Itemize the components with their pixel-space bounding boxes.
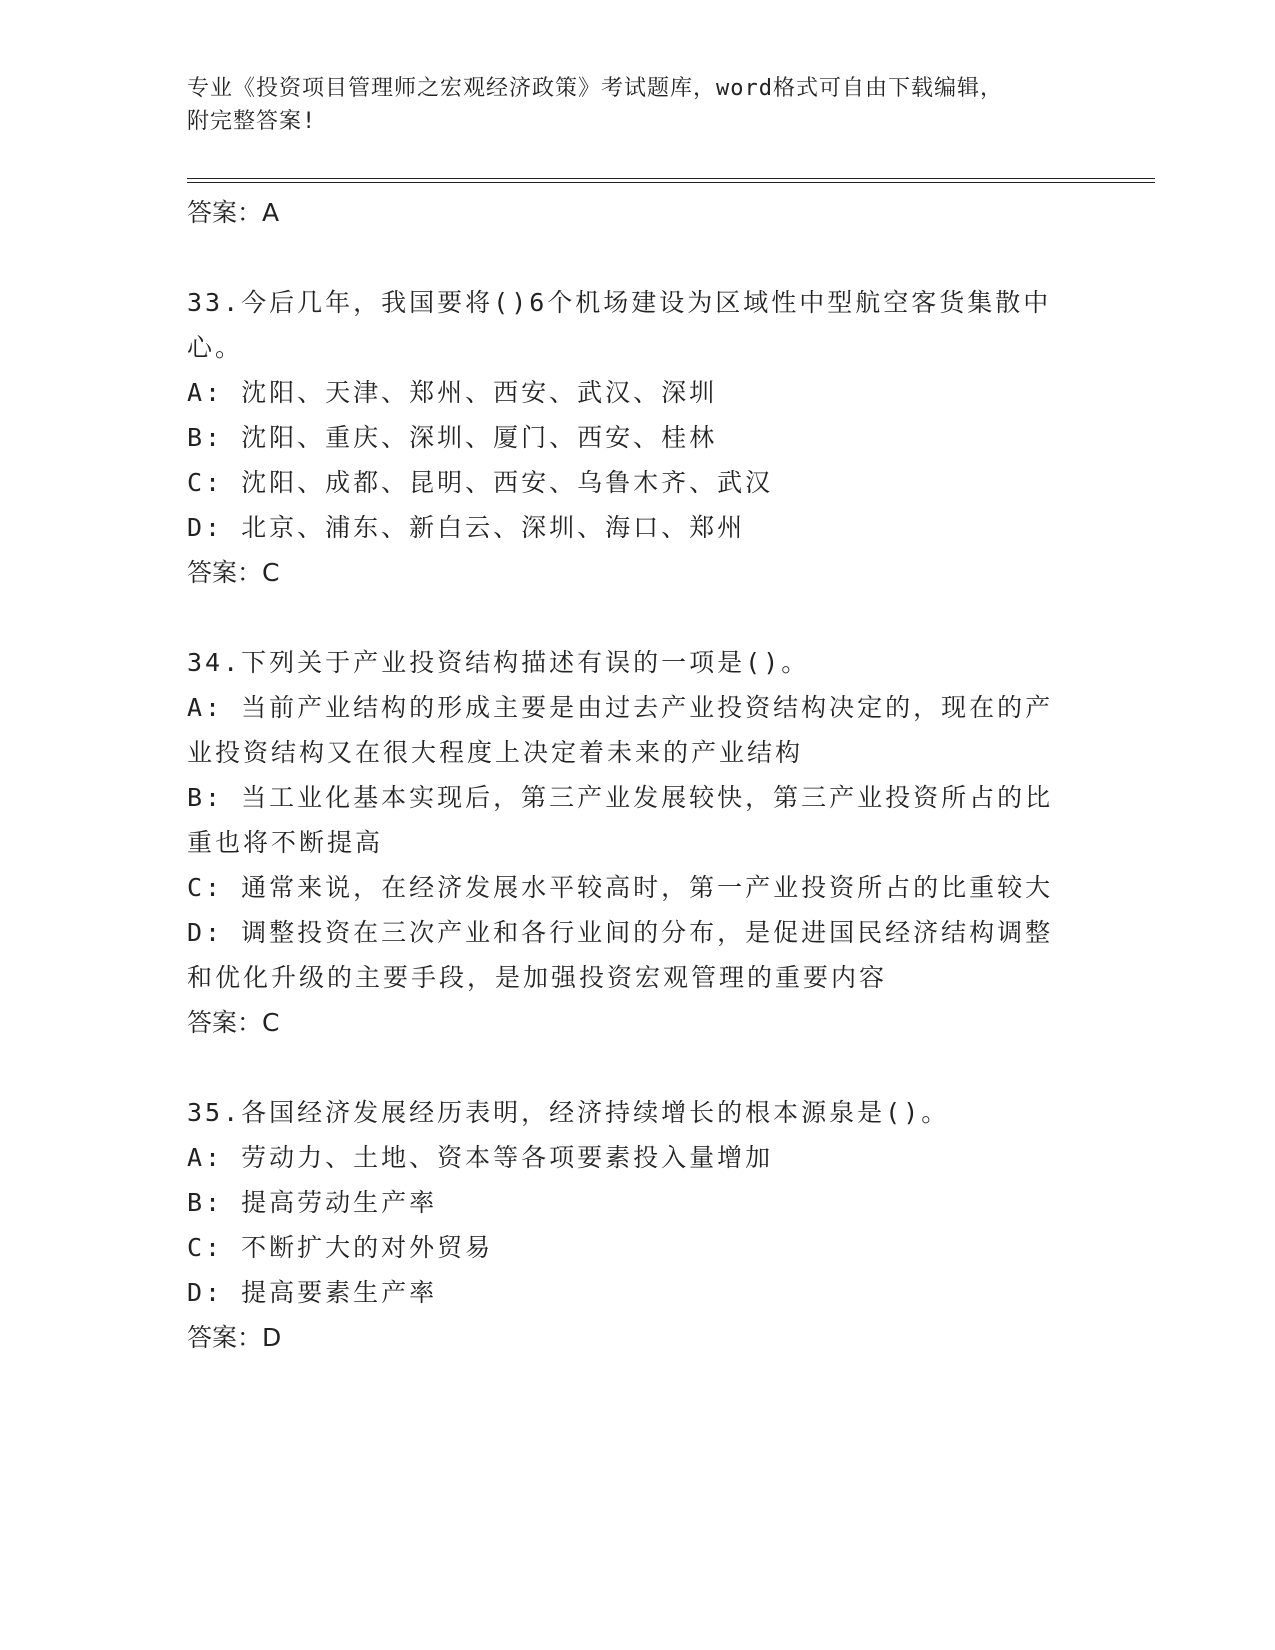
option-a-continued: 业投资结构又在很大程度上决定着未来的产业结构: [187, 738, 804, 767]
option-d-continued: 和优化升级的主要手段，是加强投资宏观管理的重要内容: [187, 963, 888, 992]
option-b-continued: 重也将不断提高: [187, 828, 384, 857]
option-b: B: 沈阳、重庆、深圳、厦门、西安、桂林: [187, 423, 718, 452]
option-d: D: 北京、浦东、新白云、深圳、海口、郑州: [187, 513, 746, 542]
option-d: D: 调整投资在三次产业和各行业间的分布，是促进国民经济结构调整: [187, 918, 1054, 947]
answer-line: 答案：D: [187, 1323, 282, 1352]
question-stem-line: 34.下列关于产业投资结构描述有误的一项是()。: [187, 648, 810, 677]
header-divider-bottom: [187, 182, 1155, 183]
option-c: C: 不断扩大的对外贸易: [187, 1233, 494, 1262]
question-list: [187, 190, 1087, 1360]
option-a: A: 当前产业结构的形成主要是由过去产业投资结构决定的，现在的产: [187, 693, 1054, 722]
question-33: [187, 280, 1087, 595]
option-a: A: 沈阳、天津、郑州、西安、武汉、深圳: [187, 378, 718, 407]
option-c: C: 通常来说，在经济发展水平较高时，第一产业投资所占的比重较大: [187, 873, 1054, 902]
option-a: A: 劳动力、土地、资本等各项要素投入量增加: [187, 1143, 774, 1172]
answer-line: 答案：A: [187, 198, 280, 227]
question-35: [187, 1090, 1087, 1360]
option-c: C: 沈阳、成都、昆明、西安、乌鲁木齐、武汉: [187, 468, 774, 497]
header-divider-top: [187, 178, 1155, 179]
header-line-1: 专业《投资项目管理师之宏观经济政策》考试题库，word格式可自由下载编辑，: [187, 76, 1003, 101]
question-stem-line: 35.各国经济发展经历表明，经济持续增长的根本源泉是()。: [187, 1098, 950, 1127]
question-34: [187, 640, 1087, 1045]
answer-line: 答案：C: [187, 558, 280, 587]
option-b: B: 当工业化基本实现后，第三产业发展较快，第三产业投资所占的比: [187, 783, 1054, 812]
answer-line: 答案：C: [187, 1008, 280, 1037]
question-stem-line: 33.今后几年，我国要将()6个机场建设为区域性中型航空客货集散中: [187, 288, 1052, 317]
option-d: D: 提高要素生产率: [187, 1278, 438, 1307]
question-stem-line: 心。: [187, 333, 244, 362]
document-header: [187, 72, 1087, 138]
option-b: B: 提高劳动生产率: [187, 1188, 438, 1217]
header-line-2: 附完整答案!: [187, 109, 317, 134]
